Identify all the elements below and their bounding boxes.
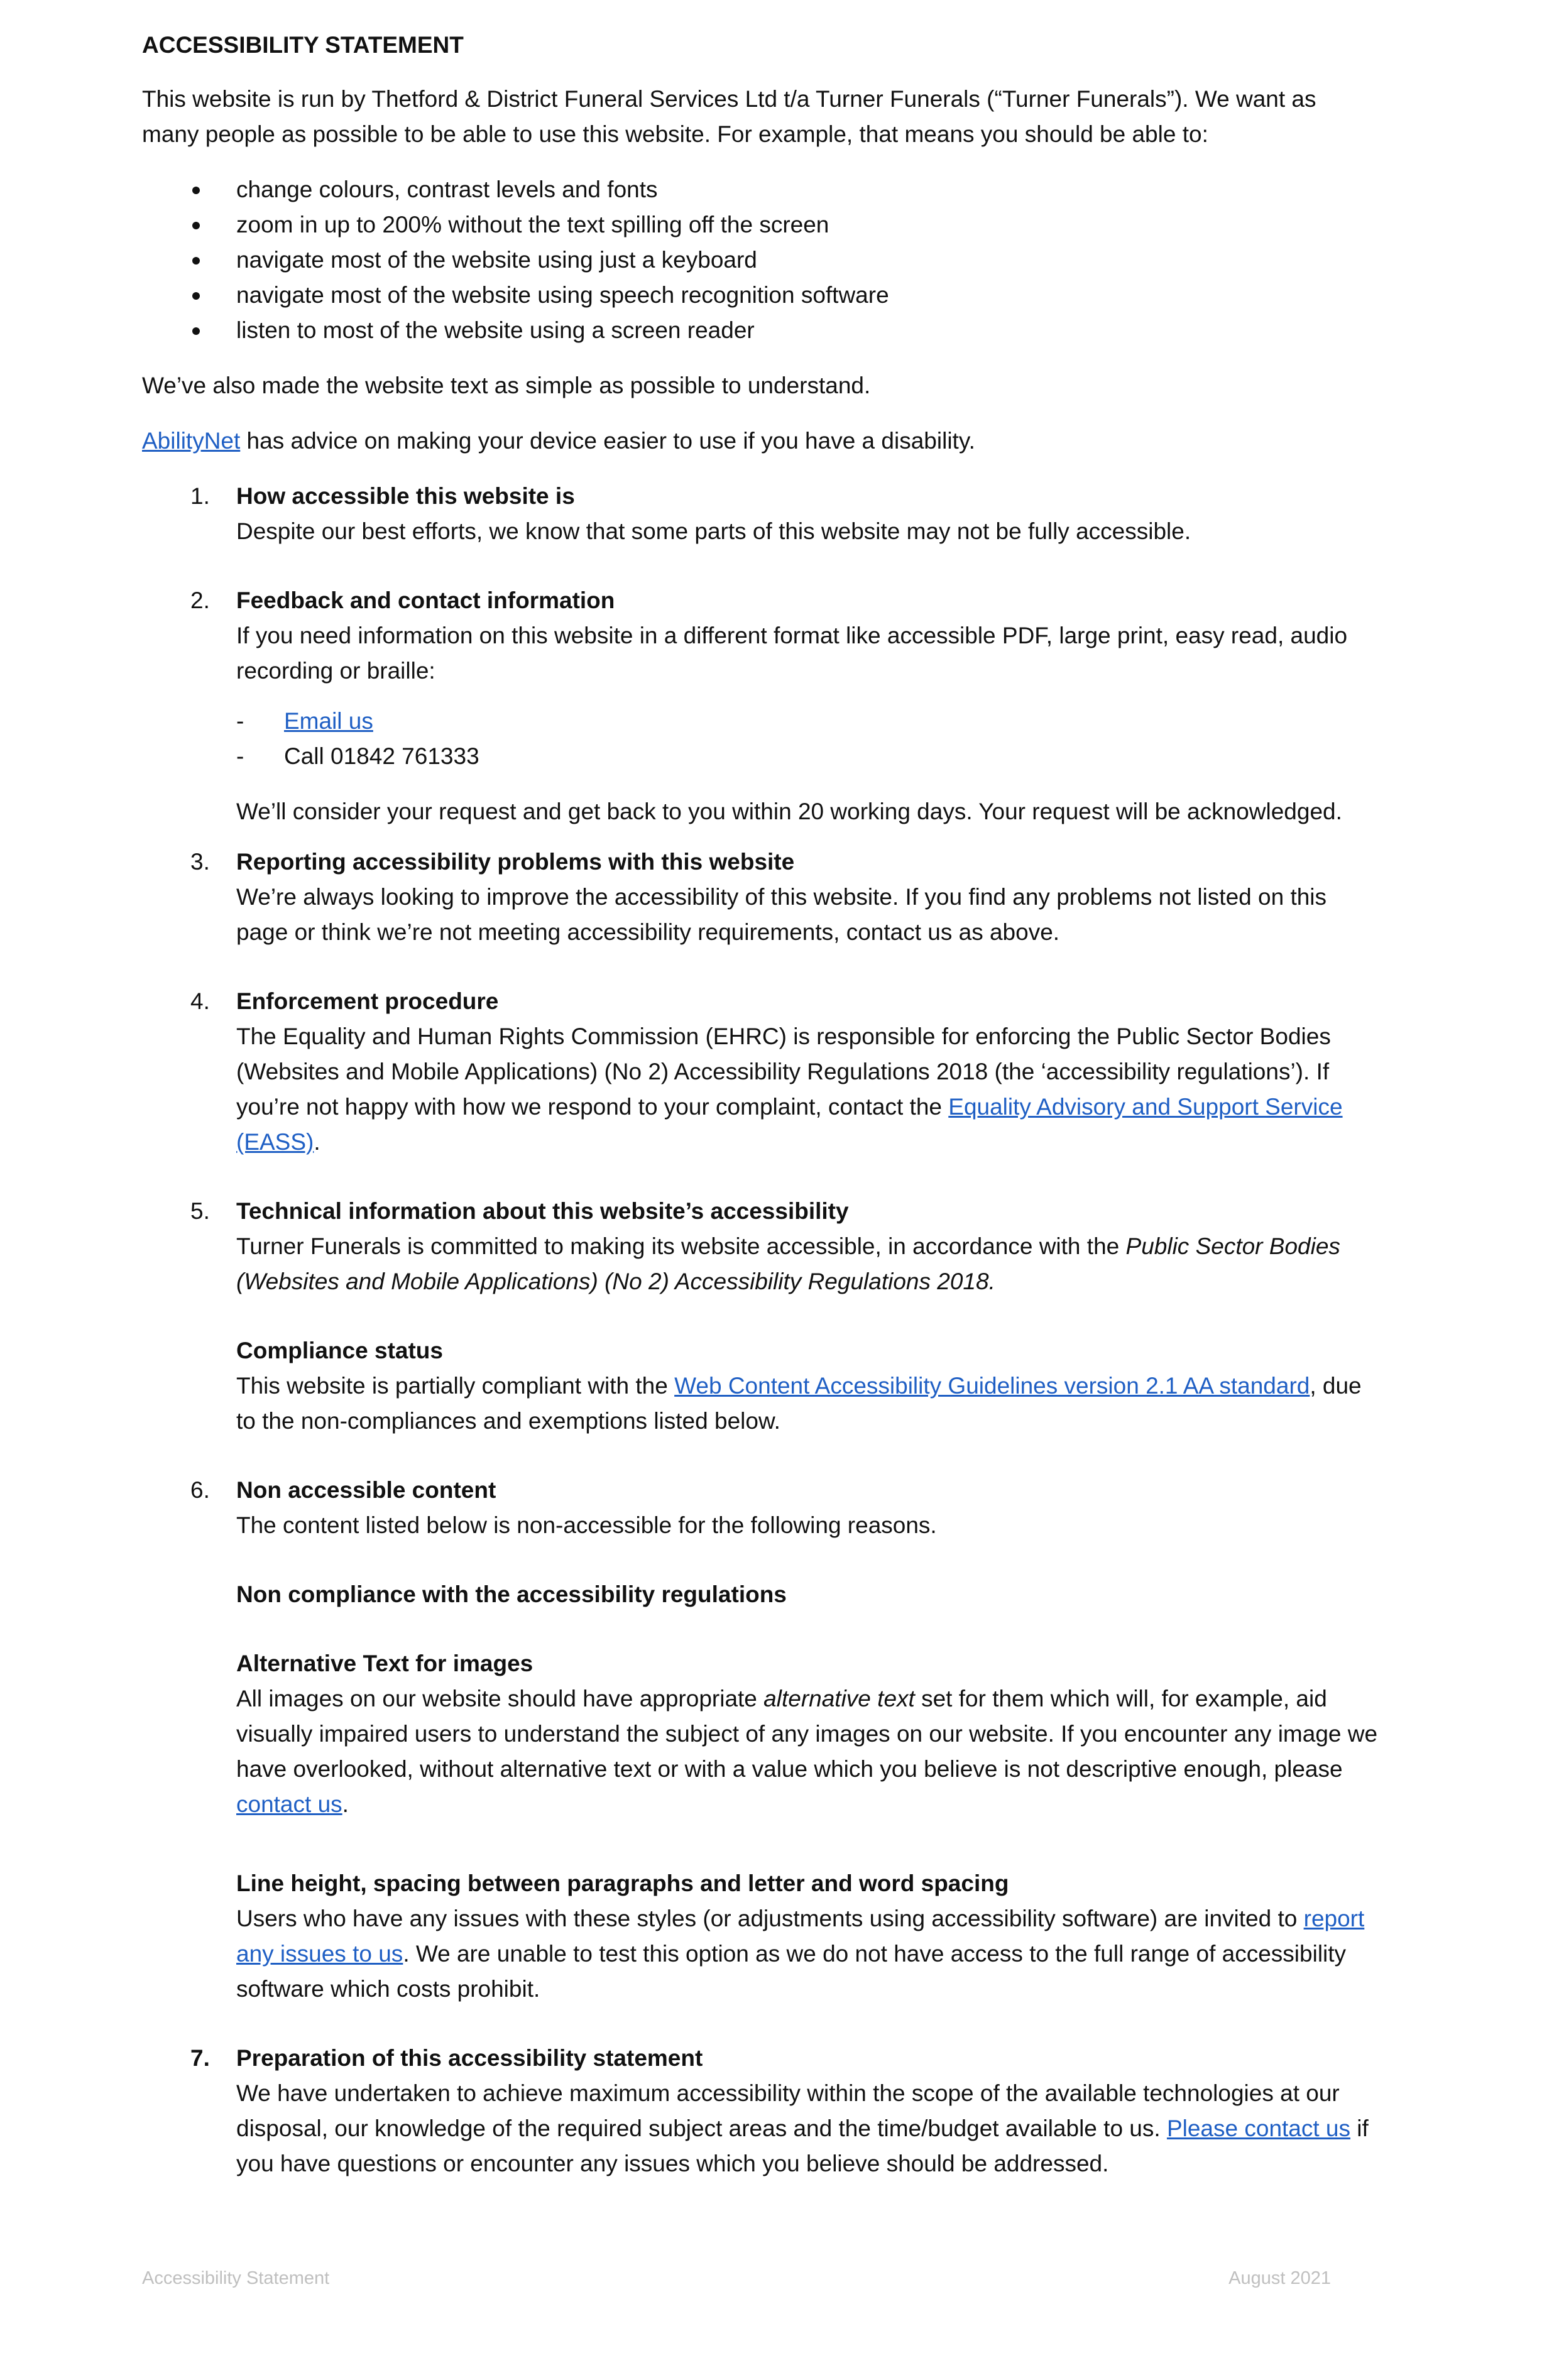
section-body-line: you have questions or encounter any issues which you believe should be addressed. <box>236 2151 1109 2176</box>
bullet-icon <box>192 187 200 194</box>
list-item: listen to most of the website using a screen reader <box>142 313 1430 348</box>
section-body-line: All images on our website should have appropriate alternative text set for them which will, for example, aid <box>236 1686 1327 1711</box>
section-body: Despite our best efforts, we know that some parts of this website may not be fully accessible. <box>236 518 1191 544</box>
section-number: 6. <box>190 1477 210 1503</box>
abilitynet-paragraph: AbilityNet has advice on making your device easier to use if you have a disability. <box>142 428 975 454</box>
section-body-line: page or think we’re not meeting accessibility requirements, contact us as above. <box>236 919 1060 945</box>
section-body-line: to the non-compliances and exemptions listed below. <box>236 1408 780 1434</box>
section-body: The content listed below is non-accessible for the following reasons. <box>236 1512 937 1538</box>
list-item: navigate most of the website using just a keyboard <box>142 243 1430 278</box>
section-body-line: (Websites and Mobile Applications) (No 2) Accessibility Regulations 2018 (the ‘accessibility regulations’). If <box>236 1059 1330 1084</box>
report-issues-link[interactable]: report <box>1303 1906 1365 1931</box>
list-item: zoom in up to 200% without the text spilling off the screen <box>142 207 1430 243</box>
contact-options-list <box>236 704 1430 774</box>
section-number: 3. <box>190 849 210 875</box>
list-item: navigate most of the website using speech recognition software <box>142 278 1430 313</box>
section-body-line: If you need information on this website in a different format like accessible PDF, large print, easy read, audio <box>236 623 1348 648</box>
eass-link-continued[interactable]: (EASS) <box>236 1129 314 1155</box>
section-body-line: Turner Funerals is committed to making its website accessible, in accordance with the Public Sector Bodies <box>236 1233 1340 1259</box>
section-body-line: software which costs prohibit. <box>236 1976 540 2002</box>
regulation-title: Public Sector Bodies <box>1125 1233 1340 1259</box>
bullet-icon <box>192 257 200 265</box>
section-heading: How accessible this website is <box>236 483 575 509</box>
section-heading: Technical information about this website’s accessibility <box>236 1198 849 1224</box>
contact-us-link[interactable]: contact us <box>236 1791 342 1817</box>
section-number: 4. <box>190 988 210 1014</box>
alt-text-heading: Alternative Text for images <box>236 1651 533 1676</box>
section-number: 5. <box>190 1198 210 1224</box>
document-page <box>142 28 1430 2215</box>
simple-text-paragraph: We’ve also made the website text as simple as possible to understand. <box>142 373 871 398</box>
section-3 <box>142 844 1430 950</box>
section-heading: Reporting accessibility problems with this website <box>236 849 795 875</box>
section-body-line: any issues to us. We are unable to test this option as we do not have access to the full range of accessibility <box>236 1941 1347 1967</box>
abilitynet-link[interactable]: AbilityNet <box>142 428 241 454</box>
section-body-line: visually impaired users to understand the subject of any images on our website. If you encounter any image we <box>236 1721 1378 1747</box>
line-height-heading: Line height, spacing between paragraphs and letter and word spacing <box>236 1870 1009 1896</box>
section-6 <box>142 1473 1430 2007</box>
intro-line: This website is run by Thetford & District Funeral Services Ltd t/a Turner Funerals (“Turner Funerals”). We want as <box>142 86 1316 112</box>
phone-number: Call 01842 761333 <box>284 743 479 769</box>
section-body-line: We’re always looking to improve the accessibility of this website. If you find any problems not listed on this <box>236 884 1327 910</box>
section-number: 1. <box>190 483 210 509</box>
section-body-line: have overlooked, without alternative text or with a value which you believe is not descriptive enough, please <box>236 1756 1343 1782</box>
section-5 <box>142 1194 1430 1439</box>
eass-link[interactable]: Equality Advisory and Support Service <box>948 1094 1343 1120</box>
list-item: - Email us <box>236 708 373 734</box>
intro-paragraph <box>142 82 1430 152</box>
report-issues-link-continued[interactable]: any issues to us <box>236 1941 403 1967</box>
section-body-line: (EASS). <box>236 1129 320 1155</box>
please-contact-us-link[interactable]: Please contact us <box>1166 2115 1351 2141</box>
intro-line: many people as possible to be able to use this website. For example, that means you should be able to: <box>142 121 1208 147</box>
response-text: We’ll consider your request and get back to you within 20 working days. Your request will be acknowledged. <box>236 799 1342 824</box>
section-2 <box>142 583 1430 829</box>
section-heading: Preparation of this accessibility statement <box>236 2045 703 2071</box>
document-title: ACCESSIBILITY STATEMENT <box>142 32 464 58</box>
section-body-line: recording or braille: <box>236 658 435 684</box>
section-4 <box>142 984 1430 1160</box>
section-body-line: you’re not happy with how we respond to your complaint, contact the Equality Advisory and Support Service <box>236 1094 1343 1120</box>
section-body-line <box>236 1264 1430 1299</box>
section-number: 7. <box>190 2045 210 2071</box>
wcag-link[interactable]: Web Content Accessibility Guidelines version 2.1 AA standard <box>674 1373 1310 1399</box>
section-heading: Feedback and contact information <box>236 587 615 613</box>
section-number: 2. <box>190 587 210 613</box>
section-body-line: We have undertaken to achieve maximum accessibility within the scope of the available technologies at our <box>236 2080 1340 2106</box>
footer-title: Accessibility Statement <box>142 2268 330 2288</box>
bullet-icon <box>192 222 200 229</box>
section-heading: Enforcement procedure <box>236 988 499 1014</box>
regulation-title: (Websites and Mobile Applications) (No 2) Accessibility Regulations 2018. <box>236 1269 995 1294</box>
section-body-line: Users who have any issues with these styles (or adjustments using accessibility software) are invited to report <box>236 1906 1365 1931</box>
footer-date: August 2021 <box>1228 2268 1331 2288</box>
email-us-link[interactable]: Email us <box>284 708 373 734</box>
section-body-line: The Equality and Human Rights Commission (EHRC) is responsible for enforcing the Public Sector Bodies <box>236 1024 1331 1049</box>
bullet-icon <box>192 327 200 335</box>
capability-list <box>142 172 1430 348</box>
section-1 <box>142 479 1430 549</box>
section-7 <box>142 2041 1430 2181</box>
section-body-line: This website is partially compliant with the Web Content Accessibility Guidelines version 2.1 AA standard, due <box>236 1373 1362 1399</box>
noncompliance-heading: Non compliance with the accessibility regulations <box>236 1581 787 1607</box>
section-body-line: contact us. <box>236 1791 349 1817</box>
bullet-icon <box>192 292 200 300</box>
list-item: change colours, contrast levels and fonts <box>142 172 1430 207</box>
list-item: - Call 01842 761333 <box>236 743 479 769</box>
compliance-heading: Compliance status <box>236 1338 443 1363</box>
section-body-line: disposal, our knowledge of the required subject areas and the time/budget available to us. Please contact us if <box>236 2115 1369 2141</box>
section-heading: Non accessible content <box>236 1477 496 1503</box>
